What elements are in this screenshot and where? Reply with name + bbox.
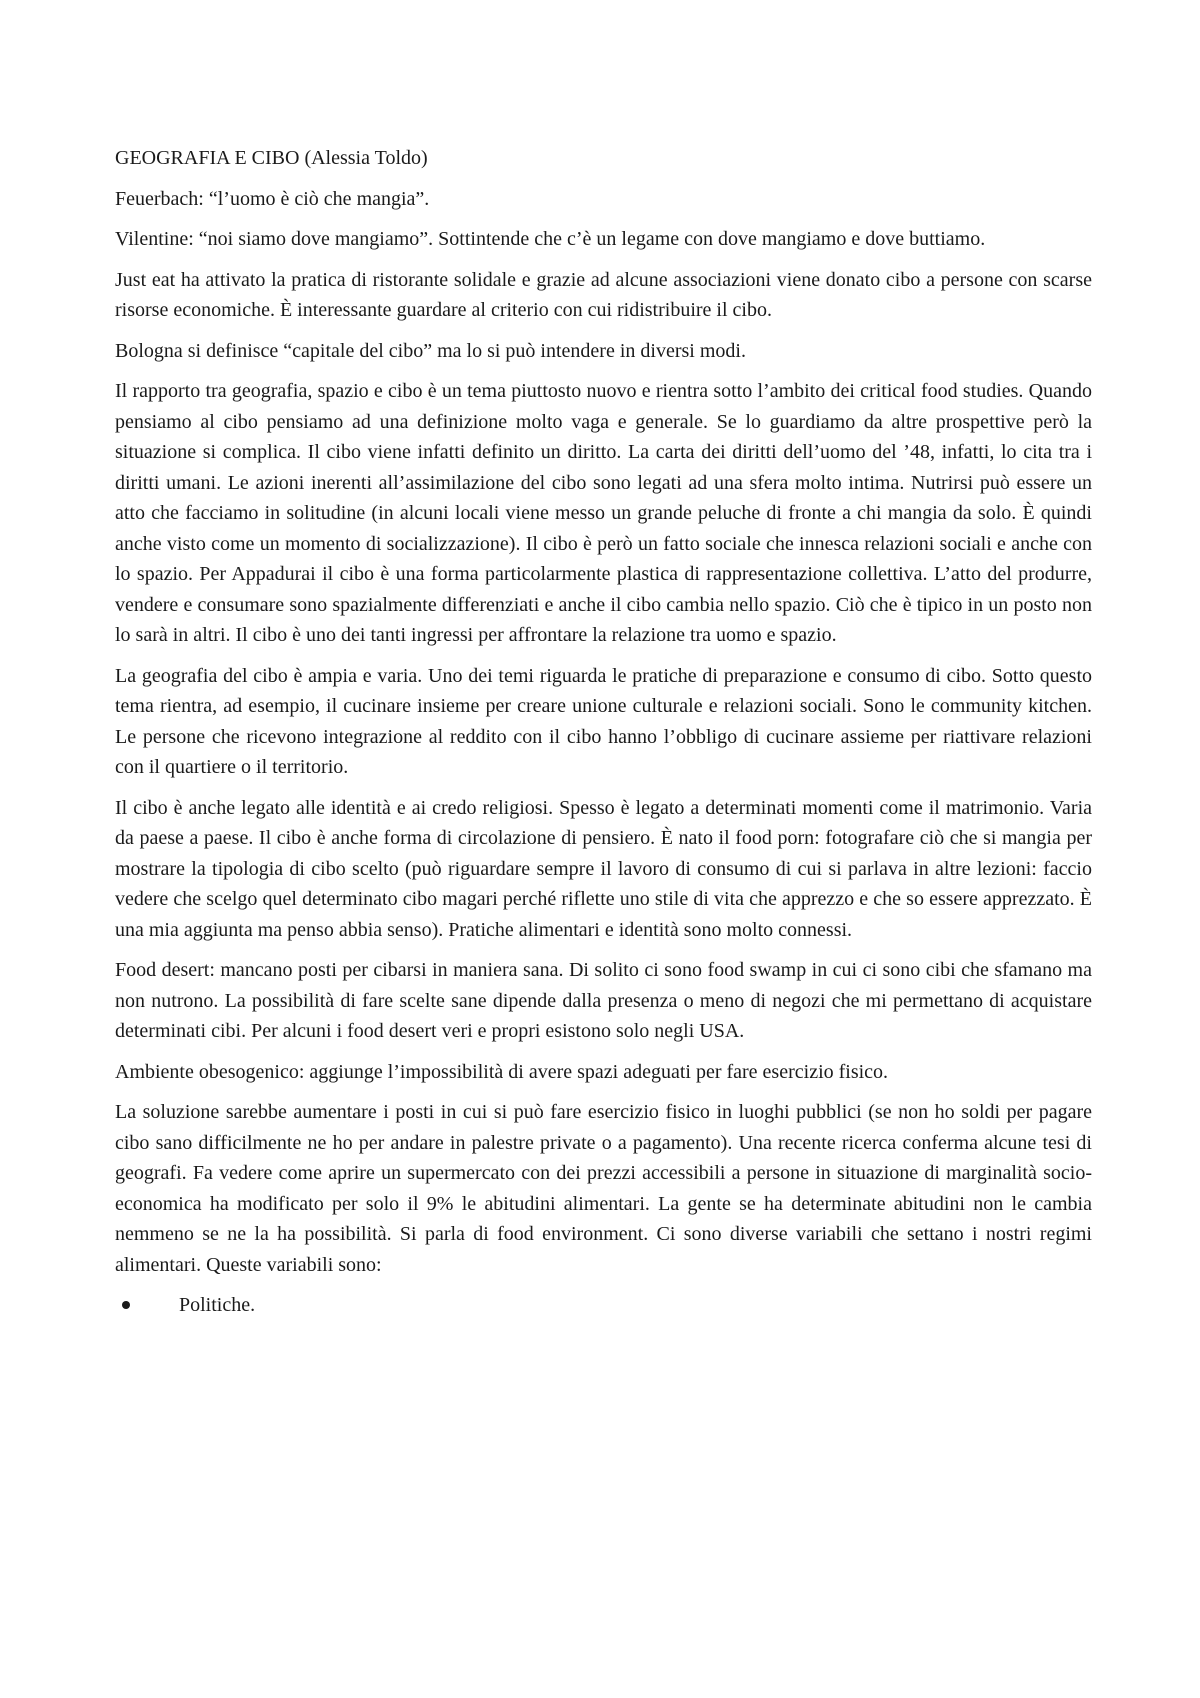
bullet-icon: [122, 1301, 130, 1309]
paragraph-just-eat: Just eat ha attivato la pratica di ristorante solidale e grazie ad alcune associazioni viene donato cibo a persone con scarse risorse economiche. È interessante guardare al criterio con cui ridistribuire il cibo.: [115, 268, 1092, 321]
list-item-label: Politiche.: [179, 1294, 256, 1316]
paragraph-feuerbach: Feuerbach: “l’uomo è ciò che mangia”.: [115, 187, 430, 210]
paragraph-identita: Il cibo è anche legato alle identità e ai credo religiosi. Spesso è legato a determinati momenti come il matrimonio. Varia da paese a paese. Il cibo è anche forma di circolazione di pensiero. È nato il food porn: fotografare ciò che si mangia per mostrare la tipologia di cibo scelto (può riguardare sempre il lavoro di consumo di cui si parlava in altre lezioni: faccio vedere che scelgo quel determinato cibo magari perché riflette uno stile di vita che apprezzo e che so essere apprezzato. È una mia aggiunta ma penso abbia senso). Pratiche alimentari e identità sono molto connessi.: [115, 796, 1092, 941]
paragraph-food-desert: Food desert: mancano posti per cibarsi in maniera sana. Di solito ci sono food swamp in cui ci sono cibi che sfamano ma non nutrono. La possibilità di fare scelte sane dipende dalla presenza o meno di negozi che mi permettano di acquistare determinati cibi. Per alcuni i food desert veri e propri esistono solo negli USA.: [115, 959, 1092, 1042]
paragraph-rapporto: Il rapporto tra geografia, spazio e cibo è un tema piuttosto nuovo e rientra sotto l’ambito dei critical food studies. Quando pensiamo al cibo pensiamo ad una definizione molto vaga e generale. Se lo guardiamo da altre prospettive però la situazione si complica. Il cibo viene infatti definito un diritto. La carta dei diritti dell’uomo del ’48, infatti, lo cita tra i diritti umani. Le azioni inerenti all’assimilazione del cibo sono legati ad una sfera molto intima. Nutrirsi può essere un atto che facciamo in solitudine (in alcuni locali viene messo un grande peluche di fronte a chi mangia da solo. È quindi anche visto come un momento di socializzazione). Il cibo è però un fatto sociale che innesca relazioni sociali e anche con lo spazio. Per Appadurai il cibo è una forma particolarmente plastica di rappresentazione collettiva. L’atto del produrre, vendere e consumare sono spazialmente differenziati e anche il cibo cambia nello spazio. Ciò che è tipico in un posto non lo sarà in altri. Il cibo è uno dei tanti ingressi per affrontare la relazione tra uomo e spazio.: [115, 380, 1092, 646]
document-body: [115, 143, 1092, 1321]
paragraph-soluzione: La soluzione sarebbe aumentare i posti in cui si può fare esercizio fisico in luoghi pubblici (se non ho soldi per pagare cibo sano difficilmente ne ho per andare in palestre private o a pagamento). Una recente ricerca conferma alcune tesi di geografi. Fa vedere come aprire un supermercato con dei prezzi accessibili a persone in situazione di marginalità socio-economica ha modificato per solo il 9% le abitudini alimentari. La gente se ha determinate abitudini non le cambia nemmeno se ne la ha possibilità. Si parla di food environment. Ci sono diverse variabili che settano i nostri regimi alimentari. Queste variabili sono:: [115, 1101, 1092, 1276]
paragraph-geografia-cibo: La geografia del cibo è ampia e varia. Uno dei temi riguarda le pratiche di preparazione e consumo di cibo. Sotto questo tema rientra, ad esempio, il cucinare insieme per creare unione culturale e relazioni sociali. Sono le community kitchen. Le persone che ricevono integrazione al reddito con il cibo hanno l’obbligo di cucinare assieme per riattivare relazioni con il quartiere o il territorio.: [115, 664, 1092, 778]
paragraph-bologna: Bologna si definisce “capitale del cibo” ma lo si può intendere in diversi modi.: [115, 339, 746, 362]
paragraph-vilentine: Vilentine: “noi siamo dove mangiamo”. Sottintende che c’è un legame con dove mangiamo e dove buttiamo.: [115, 228, 986, 250]
bullet-list: [115, 1290, 1092, 1321]
paragraph-ambiente-obesogenico: Ambiente obesogenico: aggiunge l’impossibilità di avere spazi adeguati per fare esercizio fisico.: [115, 1060, 889, 1083]
list-item: [115, 1290, 1092, 1321]
document-title: GEOGRAFIA E CIBO (Alessia Toldo): [115, 147, 428, 169]
